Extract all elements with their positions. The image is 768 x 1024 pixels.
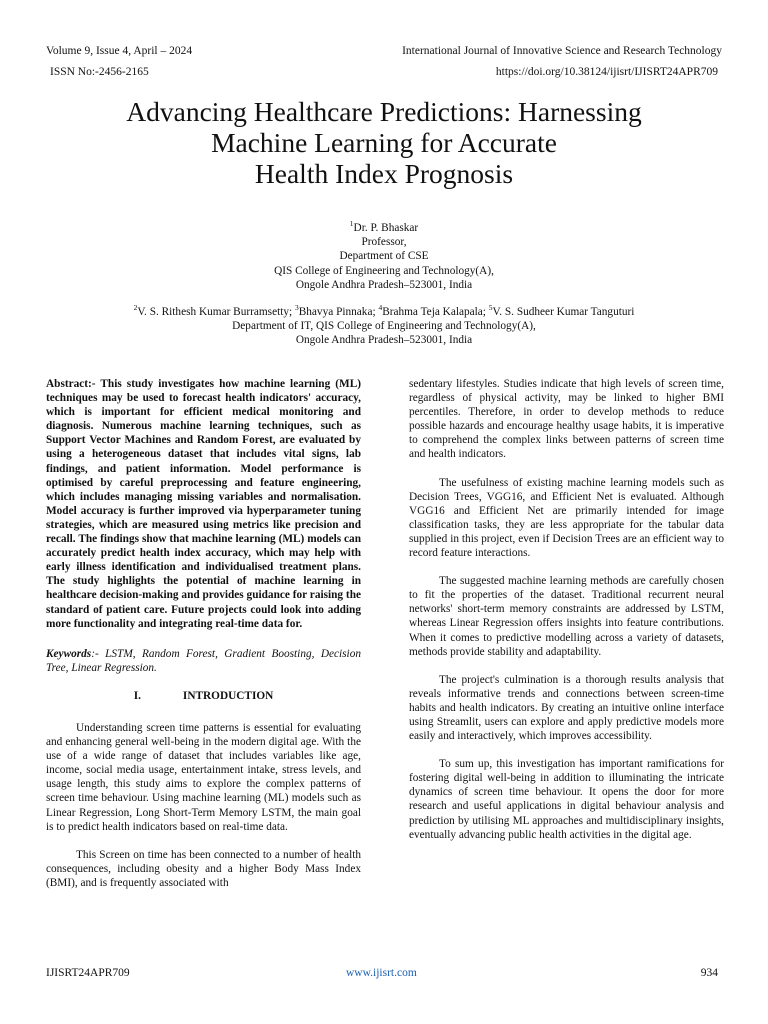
left-column bbox=[46, 377, 361, 890]
volume-info: Volume 9, Issue 4, April – 2024 bbox=[46, 45, 193, 57]
title-line: Advancing Healthcare Predictions: Harnessing bbox=[126, 96, 642, 127]
author-sup: 2 bbox=[133, 303, 138, 313]
title-line: Health Index Prognosis bbox=[254, 158, 514, 189]
right-column bbox=[409, 377, 724, 842]
paragraph: The project's culmination is a thorough results analysis that reveals informative trends and connections between screen-time habits and health indicators. By creating an intuitive online interface using Streamlit, users can explore and apply predictive models more easily and interactively, which improves accessibility. bbox=[409, 673, 724, 743]
paragraph: sedentary lifestyles. Studies indicate that high levels of screen time, regardless of physical activity, may be linked to higher BMI percentiles. Therefore, in order to develop methods to reduce possible hazards and encourage healthy usage habits, it is imperative to comprehend the complex links between patterns of screen time and health indicators. bbox=[409, 378, 724, 461]
author-role: Professor, bbox=[361, 236, 407, 249]
section-title: INTRODUCTION bbox=[182, 689, 274, 702]
paragraph: The usefulness of existing machine learning models such as Decision Trees, VGG16, and Efficient Net is evaluated. Although VGG16 and Efficient Net are primarily intended for image classification tasks, they are less appropriate for the tabular data supplied in this project, even if Decision Trees are an efficient way to record feature interactions. bbox=[409, 476, 724, 560]
author-name: Brahma Teja Kalapala; bbox=[382, 306, 489, 318]
author-address: Ongole Andhra Pradesh–523001, India bbox=[295, 278, 473, 291]
author-sup: 1 bbox=[349, 219, 354, 229]
journal-name: International Journal of Innovative Science and Research Technology bbox=[402, 45, 722, 57]
doi-link[interactable]: https://doi.org/10.38124/ijisrt/IJISRT24APR709 bbox=[495, 66, 718, 78]
paragraph: The suggested machine learning methods are carefully chosen to fit the properties of the dataset. Traditional recurrent neural networks' short-term memory constraints are addressed by LSTM, whereas Linear Regression offers insights into feature contributions. When it comes to predictive modelling across a variety of datasets, methods provide stability and adaptability. bbox=[409, 575, 724, 658]
paragraph: This Screen on time has been connected to a number of health consequences, including obesity and a higher Body Mass Index (BMI), and is frequently associated with bbox=[46, 848, 361, 889]
author-name: V. S. Sudheer Kumar Tanguturi bbox=[492, 306, 635, 318]
author-sup: 5 bbox=[488, 303, 493, 313]
section-number: I. bbox=[133, 689, 141, 702]
section-heading bbox=[46, 689, 361, 703]
author-block-1 bbox=[40, 221, 728, 292]
author-name: V. S. Rithesh Kumar Burramsetty; bbox=[137, 306, 295, 318]
author-name: Bhavya Pinnaka; bbox=[298, 306, 379, 318]
abstract: Abstract:- This study investigates how machine learning (ML) techniques may be used to forecast health indicators' accuracy, which is important for efficient medical monitoring and diagnosis. Numerous machine learning techniques, such as Support Vector Machines and Random Forest, are evaluated by using a heterogeneous dataset that includes vital signs, lab findings, and patient information. Model performance is optimised by careful preprocessing and feature engineering, which includes managing missing variables and normalisation. Model accuracy is further improved via hyperparameter tuning strategies, which are measured using metrics like precision and recall. The findings show that machine learning (ML) models can accurately predict health index accuracy, which may help with early illness identification and individualised treatment plans. The study highlights the potential of machine learning in healthcare decision-making and provides guidance for raising the standard of patient care. Future projects could look into adding more functionality and integrating real-time data for. bbox=[46, 378, 361, 630]
author-sup: 4 bbox=[378, 303, 383, 313]
author-dept: Department of CSE bbox=[339, 250, 429, 263]
authors-address: Ongole Andhra Pradesh–523001, India bbox=[295, 334, 473, 347]
paper-title bbox=[40, 96, 728, 189]
author-sup: 3 bbox=[294, 303, 299, 313]
page-number: 934 bbox=[700, 967, 718, 979]
author-block-2 bbox=[40, 305, 728, 348]
keywords-list: :- LSTM, Random Forest, Gradient Boosting, Decision Tree, Linear Regression. bbox=[46, 647, 361, 674]
footer-paper-id: IJISRT24APR709 bbox=[46, 967, 130, 979]
paragraph: Understanding screen time patterns is essential for evaluating and enhancing general well-being in the modern digital age. With the use of a wide range of dataset that includes variables like age, income, social media usage, entertainment intake, stress levels, and usage length, this study aims to explore the complex patterns of screen time behaviour. Using machine learning (ML) models such as Linear Regression, Long Short-Term Memory LSTM, the main goal is to predict health indicators based on real-time data. bbox=[46, 721, 361, 833]
footer-site-link[interactable]: www.ijisrt.com bbox=[346, 967, 417, 979]
keywords-label: Keywords bbox=[46, 647, 92, 660]
author-college: QIS College of Engineering and Technology(A), bbox=[274, 264, 494, 277]
issn: ISSN No:-2456-2165 bbox=[50, 66, 149, 78]
authors-dept: Department of IT, QIS College of Engineering and Technology(A), bbox=[232, 320, 536, 333]
keywords bbox=[46, 647, 361, 675]
author-name: Dr. P. Bhaskar bbox=[353, 222, 419, 234]
title-line: Machine Learning for Accurate bbox=[211, 127, 557, 158]
paragraph: To sum up, this investigation has important ramifications for fostering digital well-being in addition to illuminating the intricate dynamics of screen time behaviour. It opens the door for more research and useful applications in digital behaviour analysis and prediction by utilising ML approaches and multidisciplinary insights, eventually advancing public health activities in the digital age. bbox=[409, 758, 724, 841]
